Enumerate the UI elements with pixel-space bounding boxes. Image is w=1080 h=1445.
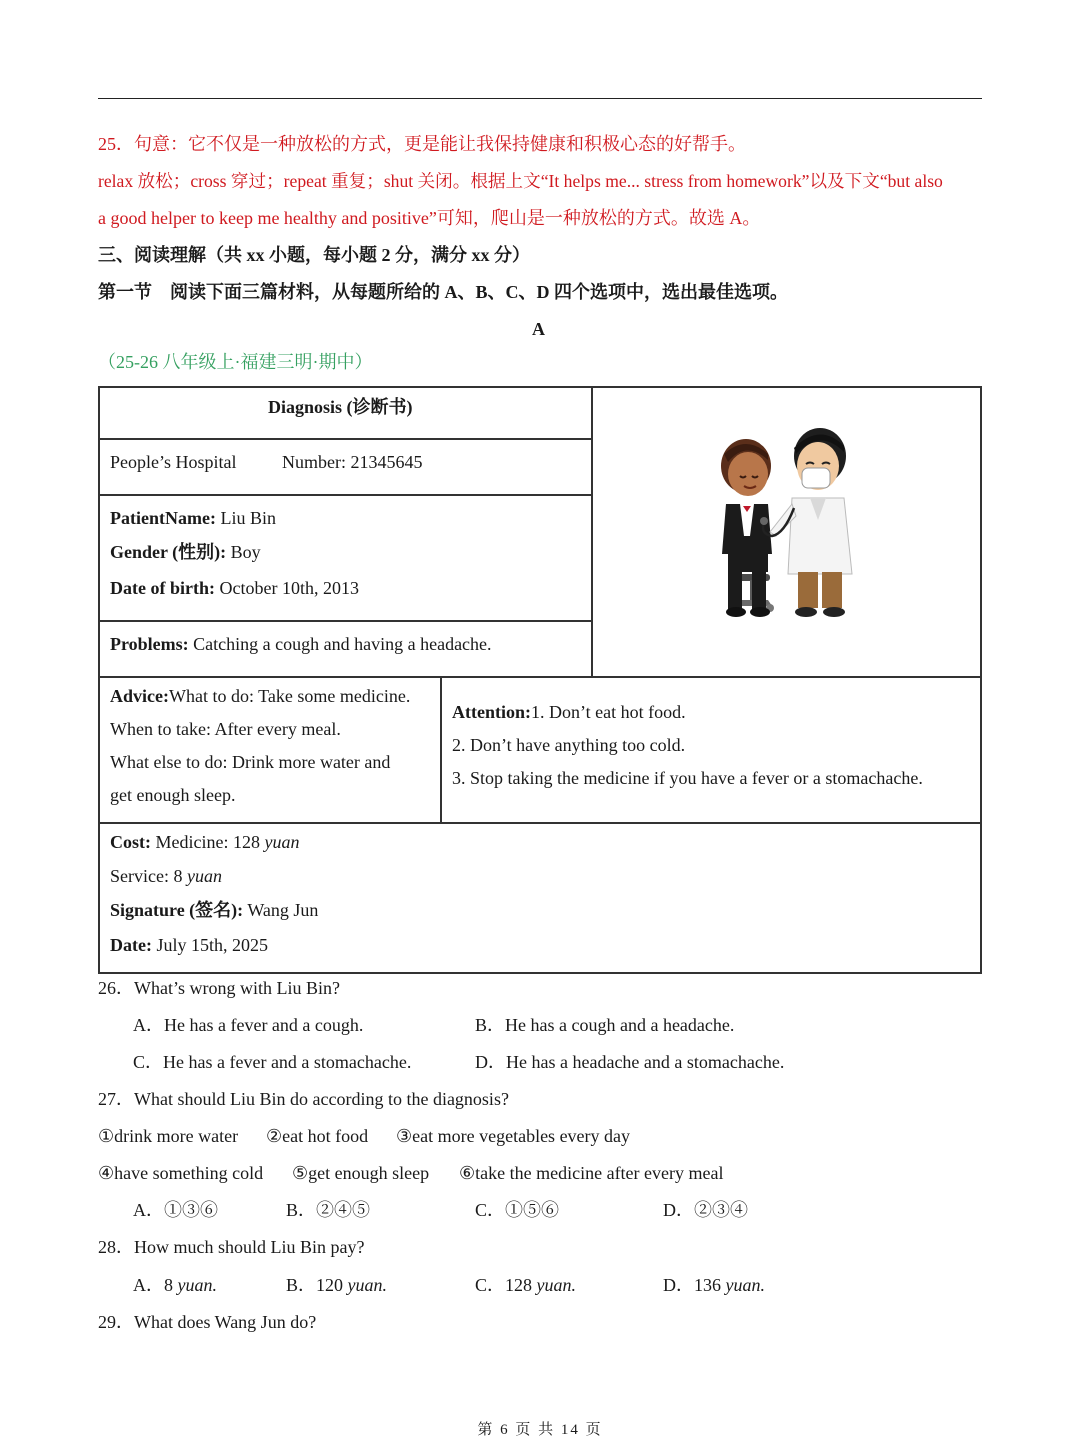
q27-item-4: ④have something cold [98,1163,264,1183]
doctor-icon [760,428,852,617]
q28-option-d: D．136 yuan. [663,1275,765,1295]
q27-item-6: ⑥take the medicine after every meal [459,1163,724,1183]
question-28: 28．How much should Liu Bin pay? [98,1237,365,1257]
advice-line-2: When to take: After every meal. [110,719,341,739]
advice-line-1: Advice:What to do: Take some medicine. [110,686,411,706]
attention-line-1: Attention:1. Don’t eat hot food. [452,702,686,722]
q28-option-a: A．8 yuan. [133,1275,217,1295]
attention-line-2: 2. Don’t have anything too cold. [452,735,686,755]
advice-line-3: What else to do: Drink more water and [110,752,391,772]
header-rule [98,98,982,99]
advice-line-4: get enough sleep. [110,785,236,805]
q27-item-5: ⑤get enough sleep [292,1163,430,1183]
diagnosis-number: Number: 21345645 [282,452,423,472]
patient-name-row: PatientName: Liu Bin [110,508,276,528]
q27-item-1: ①drink more water [98,1126,239,1146]
page-footer: 第 6 页 共 14 页 [477,1422,603,1438]
boy-patient-icon [721,439,772,617]
section-instruction: 第一节 阅读下面三篇材料，从每题所给的 A、B、C、D 四个选项中，选出最佳选项。 [98,282,788,302]
q27-item-2: ②eat hot food [266,1126,369,1146]
q26-option-b: B．He has a cough and a headache. [475,1015,735,1035]
explanation-line-1: 25．句意：它不仅是一种放松的方式，更是能让我保持健康和积极心态的好帮手。 [98,134,746,154]
signature-row: Signature (签名): Wang Jun [110,900,319,920]
diagnosis-title: Diagnosis (诊断书) [268,397,413,417]
q28-option-b: B．120 yuan. [286,1275,388,1295]
q27-option-d: D．②③④ [663,1200,748,1220]
q27-option-c: C．①⑤⑥ [475,1200,560,1220]
doctor-patient-illustration [698,424,888,624]
q26-option-d: D．He has a headache and a stomachache. [475,1052,785,1072]
q26-option-a: A．He has a fever and a cough. [133,1015,364,1035]
gender-row: Gender (性别): Boy [110,542,261,562]
dob-row: Date of birth: October 10th, 2013 [110,578,359,598]
q27-item-3: ③eat more vegetables every day [396,1126,631,1146]
q27-option-b: B．②④⑤ [286,1200,371,1220]
problems-row: Problems: Catching a cough and having a headache. [110,634,492,654]
q27-option-a: A．①③⑥ [133,1200,218,1220]
passage-label: A [532,319,545,339]
question-27: 27．What should Liu Bin do according to the diagnosis? [98,1089,509,1109]
question-26: 26．What’s wrong with Liu Bin? [98,978,340,998]
source-tag: （25-26 八年级上·福建三明·期中） [98,352,373,372]
attention-line-3: 3. Stop taking the medicine if you have a fever or a stomachache. [452,768,923,788]
cost-row: Cost: Medicine: 128 yuan [110,832,300,852]
q28-option-c: C．128 yuan. [475,1275,577,1295]
hospital-name: People’s Hospital [110,452,237,472]
diagnosis-table [98,386,982,974]
explanation-line-3: a good helper to keep me healthy and positive”可知，爬山是一种放松的方式。故选 A。 [98,208,761,228]
date-row: Date: July 15th, 2025 [110,935,268,955]
service-row: Service: 8 yuan [110,866,222,886]
explanation-line-2: relax 放松；cross 穿过；repeat 重复；shut 关闭。根据上文“It helps me... stress from homework”以及下文“but also [98,171,943,191]
q26-option-c: C．He has a fever and a stomachache. [133,1052,412,1072]
section-heading: 三、阅读理解（共 xx 小题，每小题 2 分，满分 xx 分） [98,245,530,265]
question-29: 29．What does Wang Jun do? [98,1312,317,1332]
